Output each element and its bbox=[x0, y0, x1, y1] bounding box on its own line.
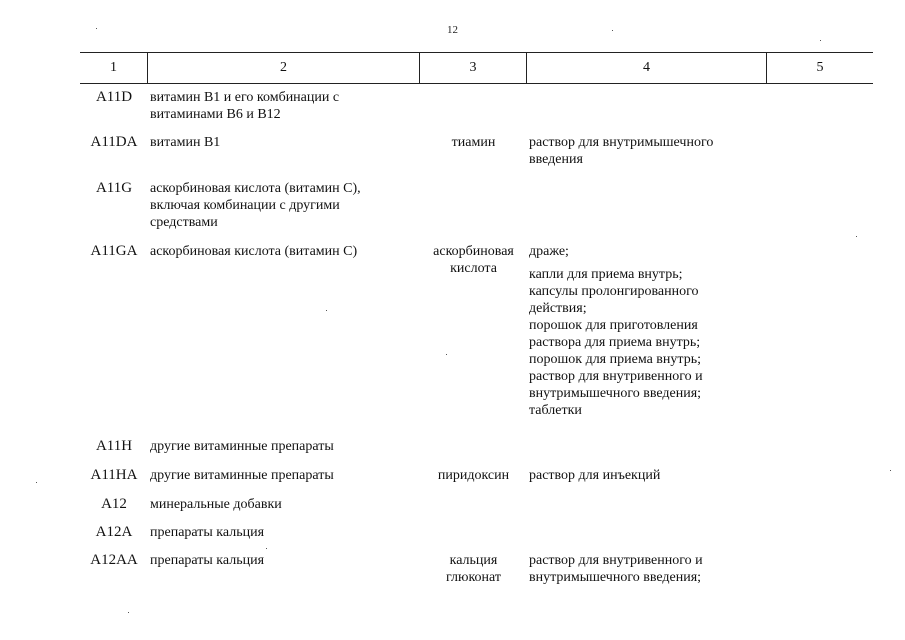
dosage-forms bbox=[529, 243, 749, 419]
name-line: включая комбинации с другими bbox=[150, 198, 340, 213]
form-line: капсулы пролонгированного bbox=[529, 284, 699, 299]
atc-code: A11D bbox=[95, 89, 133, 105]
atc-code: A11DA bbox=[90, 134, 138, 150]
inn-name bbox=[420, 552, 527, 586]
inn-line: кальция bbox=[449, 553, 498, 568]
name-line: витамин B1 и его комбинации с bbox=[150, 90, 340, 105]
atc-name bbox=[150, 552, 410, 569]
name-line: аскорбиновая кислота (витамин C) bbox=[150, 244, 358, 259]
inn-name bbox=[420, 134, 527, 151]
scan-speck bbox=[266, 548, 267, 549]
page-number: 12 bbox=[447, 24, 458, 36]
inn-line: тиамин bbox=[451, 135, 496, 150]
atc-code: A12AA bbox=[90, 552, 138, 568]
atc-code: A11H bbox=[95, 438, 133, 454]
form-line: таблетки bbox=[529, 403, 582, 418]
atc-name bbox=[150, 243, 410, 260]
scan-speck bbox=[856, 236, 857, 237]
scan-speck bbox=[612, 30, 613, 31]
header-col-3: 3 bbox=[420, 53, 527, 83]
atc-name bbox=[150, 524, 410, 541]
inn-name bbox=[420, 243, 527, 277]
scan-speck bbox=[96, 28, 97, 29]
name-line: другие витаминные препараты bbox=[150, 439, 334, 454]
inn-name bbox=[420, 467, 527, 484]
atc-name bbox=[150, 180, 410, 231]
name-line: другие витаминные препараты bbox=[150, 468, 334, 483]
form-line: раствор для инъекций bbox=[529, 468, 661, 483]
name-line: препараты кальция bbox=[150, 553, 265, 568]
scan-speck bbox=[128, 612, 129, 613]
scan-speck bbox=[820, 40, 821, 41]
form-line: внутримышечного введения; bbox=[529, 570, 702, 585]
name-line: витаминами B6 и B12 bbox=[150, 107, 281, 122]
scan-speck bbox=[890, 470, 891, 471]
atc-code: A11GA bbox=[90, 243, 138, 259]
inn-line: пиридоксин bbox=[437, 468, 510, 483]
inn-line: кислота bbox=[450, 261, 497, 276]
atc-name bbox=[150, 438, 410, 455]
name-line: минеральные добавки bbox=[150, 497, 282, 512]
header-col-5: 5 bbox=[816, 60, 824, 75]
form-line: действия; bbox=[529, 301, 587, 316]
form-line: порошок для приготовления bbox=[529, 318, 698, 333]
atc-name bbox=[150, 496, 410, 513]
name-line: аскорбиновая кислота (витамин C), bbox=[150, 181, 361, 196]
atc-name bbox=[150, 89, 410, 123]
header-col-4: 4 bbox=[527, 53, 767, 83]
form-line: введения bbox=[529, 152, 583, 167]
inn-line: аскорбиновая bbox=[433, 244, 514, 259]
atc-code: A12A bbox=[95, 524, 133, 540]
header-col-1: 1 bbox=[80, 53, 148, 83]
scan-speck bbox=[326, 310, 327, 311]
dosage-forms bbox=[529, 552, 749, 586]
form-line: капли для приема внутрь; bbox=[529, 267, 683, 282]
inn-line: глюконат bbox=[445, 570, 502, 585]
form-line: внутримышечного введения; bbox=[529, 386, 702, 401]
table-header bbox=[80, 52, 873, 84]
scan-speck bbox=[446, 354, 447, 355]
atc-code: A11G bbox=[95, 180, 133, 196]
form-line: порошок для приема внутрь; bbox=[529, 352, 701, 367]
form-line: раствор для внутривенного и bbox=[529, 553, 703, 568]
name-line: витамин B1 bbox=[150, 135, 221, 150]
name-line: препараты кальция bbox=[150, 525, 265, 540]
atc-code: A12 bbox=[101, 496, 127, 512]
form-line: раствора для приема внутрь; bbox=[529, 335, 701, 350]
header-col-2: 2 bbox=[148, 53, 420, 83]
form-line: драже; bbox=[529, 244, 569, 259]
dosage-forms bbox=[529, 134, 749, 168]
atc-name bbox=[150, 134, 410, 151]
dosage-forms bbox=[529, 467, 749, 484]
form-line: раствор для внутривенного и bbox=[529, 369, 703, 384]
form-line: раствор для внутримышечного bbox=[529, 135, 714, 150]
name-line: средствами bbox=[150, 215, 218, 230]
atc-name bbox=[150, 467, 410, 484]
scan-speck bbox=[36, 482, 37, 483]
atc-code: A11HA bbox=[90, 467, 138, 483]
